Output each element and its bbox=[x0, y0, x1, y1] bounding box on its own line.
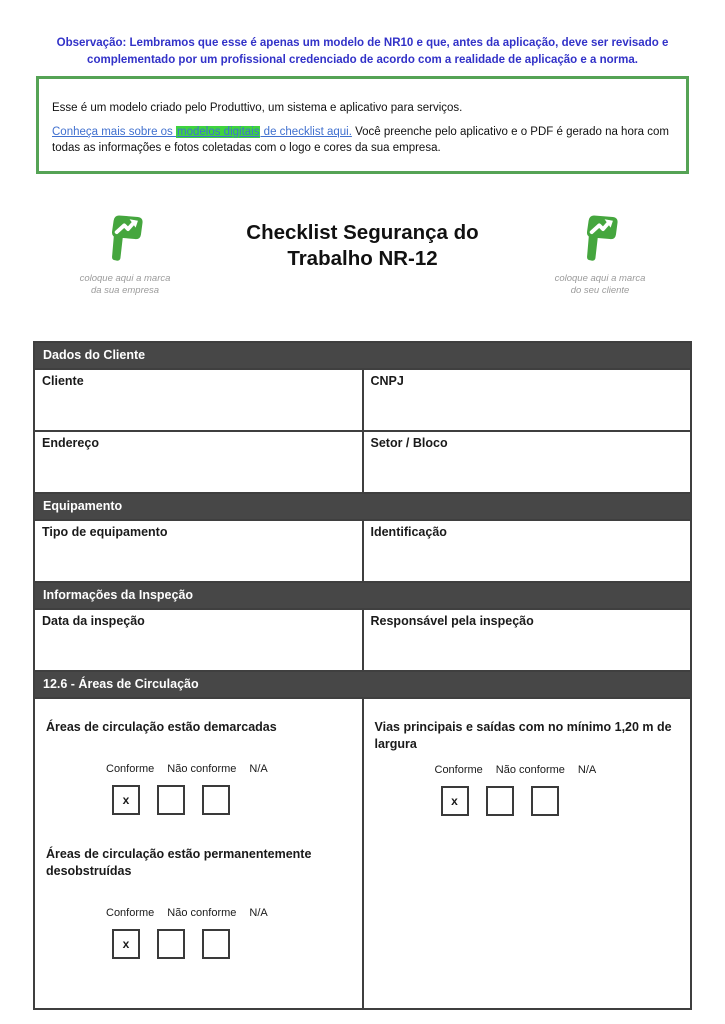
section-header-equipamento: Equipamento bbox=[34, 493, 691, 520]
checkbox-row bbox=[441, 786, 681, 816]
client-logo-caption-line1: coloque aqui a marca bbox=[554, 273, 646, 284]
section-header-dados-do-cliente: Dados do Cliente bbox=[34, 342, 691, 369]
link-text-suffix: de checklist aqui. bbox=[260, 126, 352, 138]
link-text-highlighted: modelos digitais bbox=[177, 126, 260, 138]
page-title bbox=[210, 220, 515, 272]
field-endereco: Endereço bbox=[34, 431, 363, 493]
field-identificacao: Identificação bbox=[363, 520, 692, 582]
option-label-nao-conforme: Não conforme bbox=[167, 907, 237, 919]
client-logo-block bbox=[515, 204, 685, 297]
checkbox-row bbox=[112, 929, 352, 959]
checkbox-nao-conforme[interactable] bbox=[157, 785, 185, 815]
page-title-line2: Trabalho NR-12 bbox=[287, 247, 438, 270]
title-block bbox=[210, 204, 515, 272]
intro-box bbox=[36, 76, 689, 174]
section-header-areas-de-circulacao: 12.6 - Áreas de Circulação bbox=[34, 671, 691, 698]
checklist-question: Vias principais e saídas com no mínimo 1,20 m de largura bbox=[374, 720, 672, 751]
option-label-nao-conforme: Não conforme bbox=[167, 763, 237, 775]
checkbox-conforme[interactable]: x bbox=[112, 785, 140, 815]
option-label-conforme: Conforme bbox=[106, 763, 155, 775]
checkbox-nao-conforme[interactable] bbox=[486, 786, 514, 816]
intro-paragraph-2 bbox=[52, 124, 672, 156]
inspection-form-table bbox=[33, 341, 692, 1010]
option-label-conforme: Conforme bbox=[434, 764, 483, 776]
field-responsavel-pela-inspecao: Responsável pela inspeção bbox=[363, 609, 692, 671]
client-logo-caption bbox=[515, 273, 685, 297]
page-title-line1: Checklist Segurança do bbox=[246, 221, 479, 244]
section-header-informacoes-da-inspecao: Informações da Inspeção bbox=[34, 582, 691, 609]
checkbox-row bbox=[112, 785, 352, 815]
field-setor-bloco: Setor / Bloco bbox=[363, 431, 692, 493]
checkbox-conforme[interactable]: x bbox=[441, 786, 469, 816]
company-logo-caption-line1: coloque aqui a marca bbox=[79, 273, 171, 284]
option-label-na: N/A bbox=[249, 907, 268, 919]
checkbox-na[interactable] bbox=[531, 786, 559, 816]
checklist-left-column bbox=[34, 698, 363, 1009]
option-label-conforme: Conforme bbox=[106, 907, 155, 919]
company-logo-caption bbox=[40, 273, 210, 297]
produttivo-logo-icon bbox=[106, 214, 144, 264]
checklist-question: Áreas de circulação estão permanentemente desobstruídas bbox=[46, 847, 312, 878]
checkbox-conforme[interactable]: x bbox=[112, 929, 140, 959]
checkbox-na[interactable] bbox=[202, 929, 230, 959]
observation-note: Observação: Lembramos que esse é apenas um modelo de NR10 e que, antes da aplicação, deve ser revisado e complementado por um profissional credenciado de acordo com a realidade de aplicação e a norma. bbox=[56, 37, 669, 66]
field-tipo-de-equipamento: Tipo de equipamento bbox=[34, 520, 363, 582]
option-label-nao-conforme: Não conforme bbox=[495, 764, 565, 776]
option-labels-row bbox=[106, 763, 352, 776]
field-cnpj: CNPJ bbox=[363, 369, 692, 431]
link-text-prefix: Conheça mais sobre os bbox=[52, 126, 177, 138]
field-data-da-inspecao: Data da inspeção bbox=[34, 609, 363, 671]
option-label-na: N/A bbox=[577, 764, 597, 776]
document-header bbox=[0, 204, 725, 297]
checklist-models-link[interactable] bbox=[52, 126, 352, 138]
checklist-item-demarcadas bbox=[46, 719, 352, 815]
option-labels-row bbox=[106, 907, 352, 920]
field-cliente: Cliente bbox=[34, 369, 363, 431]
produttivo-logo-icon bbox=[581, 214, 619, 264]
option-label-na: N/A bbox=[249, 763, 268, 775]
company-logo-caption-line2: da sua empresa bbox=[90, 285, 160, 296]
checkbox-na[interactable] bbox=[202, 785, 230, 815]
option-labels-row bbox=[435, 764, 681, 777]
checklist-question: Áreas de circulação estão demarcadas bbox=[46, 720, 277, 734]
intro-paragraph-1: Esse é um modelo criado pelo Produttivo, um sistema e aplicativo para serviços. bbox=[52, 102, 463, 114]
checklist-item-desobstruidas bbox=[46, 846, 352, 959]
checklist-item-vias-principais bbox=[375, 719, 681, 816]
intro-after-link-text: Você preenche pelo aplicativo e o PDF é gerado na hora com todas as informações e fotos coletadas com o logo e cores da sua empresa. bbox=[52, 126, 669, 154]
client-logo-caption-line2: do seu cliente bbox=[570, 285, 630, 296]
company-logo-block bbox=[40, 204, 210, 297]
checklist-right-column bbox=[363, 698, 692, 1009]
checkbox-nao-conforme[interactable] bbox=[157, 929, 185, 959]
